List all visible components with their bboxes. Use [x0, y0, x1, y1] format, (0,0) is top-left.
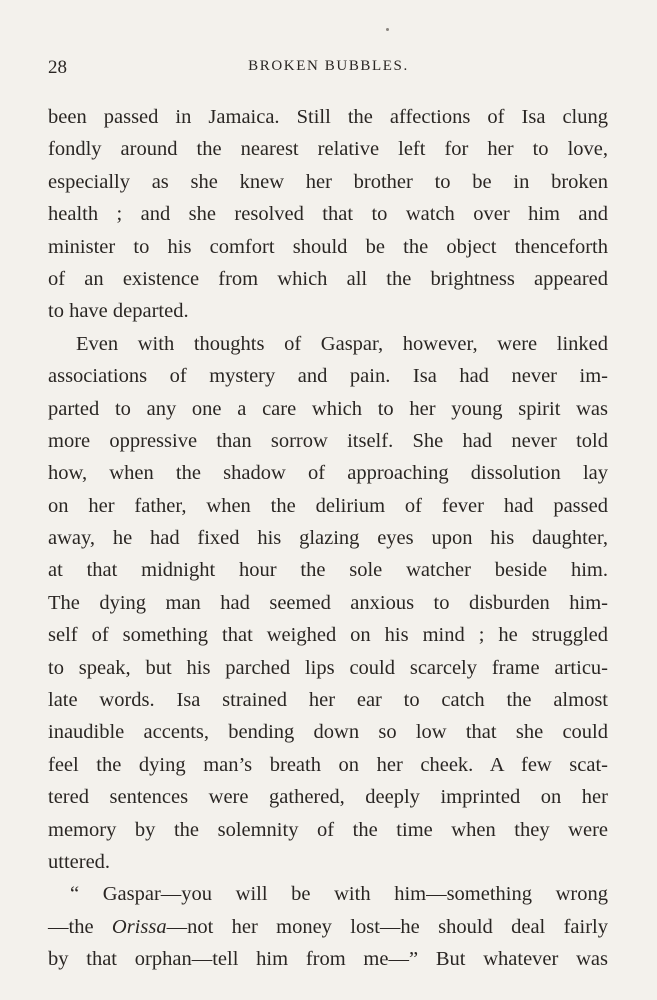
line-fragment: —the: [48, 915, 112, 938]
text-line: especially as she knew her brother to be in broken: [48, 170, 608, 193]
text-line: Even with thoughts of Gaspar, however, were linked: [76, 332, 608, 355]
text-line: self of something that weighed on his mind ; he struggled: [48, 624, 608, 647]
text-line: “ Gaspar—you will be with him—something wrong: [70, 883, 608, 906]
running-title: BROKEN BUBBLES.: [248, 58, 409, 74]
text-line: away, he had fixed his glazing eyes upon his daughter,: [48, 527, 608, 550]
text-line-with-ship-name: [48, 911, 608, 943]
line-fragment: —not her money lost—he should deal fairly: [166, 915, 608, 938]
text-line: late words. Isa strained her ear to catch the almost: [48, 689, 608, 712]
text-line: been passed in Jamaica. Still the affections of Isa clung: [48, 106, 608, 128]
text-line: how, when the shadow of approaching dissolution lay: [48, 462, 608, 485]
text-line: parted to any one a care which to her young spirit was: [48, 397, 608, 420]
speck-mark: [386, 28, 389, 31]
text-line: fondly around the nearest relative left for her to love,: [48, 138, 608, 161]
text-line: minister to his comfort should be the object thenceforth: [48, 235, 608, 258]
text-line: of an existence from which all the brightness appeared: [48, 267, 608, 290]
text-line: at that midnight hour the sole watcher beside him.: [48, 559, 608, 582]
text-line: associations of mystery and pain. Isa had never im-: [48, 365, 608, 388]
text-line: uttered.: [48, 850, 111, 873]
text-line: on her father, when the delirium of fever had passed: [48, 494, 608, 517]
text-line: feel the dying man’s breath on her cheek. A few scat-: [48, 753, 608, 776]
text-line: more oppressive than sorrow itself. She had never told: [48, 429, 608, 452]
text-line: memory by the solemnity of the time when they were: [48, 818, 608, 841]
page-header: [48, 57, 609, 81]
text-line: to have departed.: [48, 300, 189, 323]
text-line: inaudible accents, bending down so low that she could: [48, 721, 608, 744]
ship-name: Orissa: [111, 915, 167, 938]
body-text: [48, 101, 608, 976]
page-number: 28: [48, 57, 67, 78]
text-line: health ; and she resolved that to watch over him and: [48, 203, 608, 226]
text-line: tered sentences were gathered, deeply imprinted on her: [48, 786, 608, 809]
text-line: to speak, but his parched lips could scarcely frame articu-: [48, 656, 608, 679]
text-line: by that orphan—tell him from me—” But whatever was: [48, 948, 608, 971]
text-line: The dying man had seemed anxious to disburden him-: [48, 591, 608, 614]
